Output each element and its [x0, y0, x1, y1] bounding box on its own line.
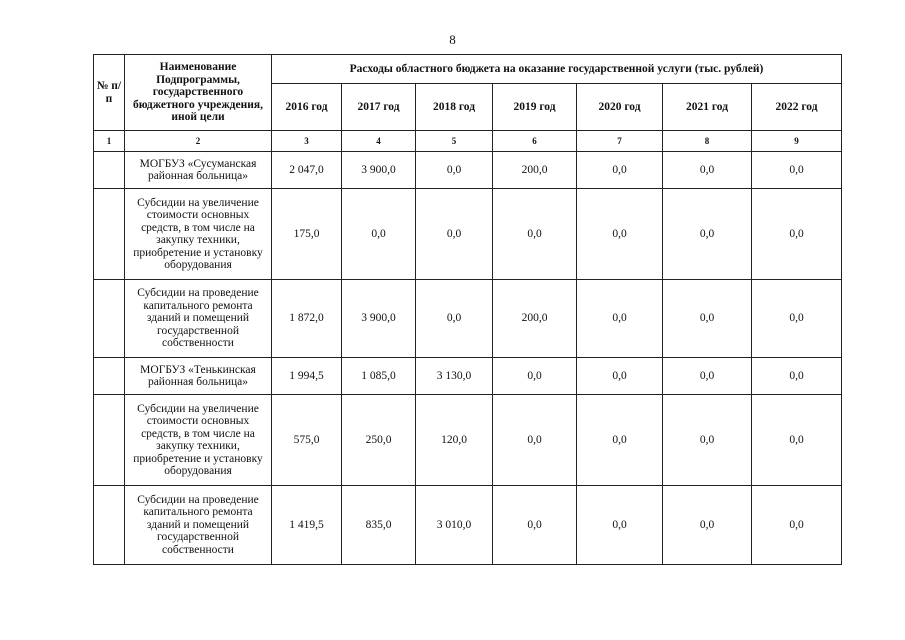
row-name: МОГБУЗ «Сусуманская районная больница»	[125, 152, 272, 189]
header-year-2020: 2020 год	[577, 84, 663, 131]
value-2016: 1 872,0	[272, 280, 342, 358]
table-row	[94, 395, 842, 486]
header-year-2019: 2019 год	[493, 84, 577, 131]
value-2017: 1 085,0	[342, 358, 416, 395]
value-2019: 0,0	[493, 486, 577, 565]
column-number: 2	[125, 131, 272, 152]
header-year-2021: 2021 год	[663, 84, 752, 131]
column-numbers-row	[94, 131, 842, 152]
value-2022: 0,0	[752, 189, 842, 280]
value-2020: 0,0	[577, 189, 663, 280]
row-num	[94, 280, 125, 358]
value-2018: 0,0	[416, 189, 493, 280]
value-2021: 0,0	[663, 358, 752, 395]
header-year-2018: 2018 год	[416, 84, 493, 131]
value-2016: 2 047,0	[272, 152, 342, 189]
value-2016: 1 994,5	[272, 358, 342, 395]
row-num	[94, 152, 125, 189]
table-row	[94, 189, 842, 280]
value-2017: 835,0	[342, 486, 416, 565]
page-number: 8	[449, 32, 456, 47]
row-name: Субсидии на увеличение стоимости основных средств, в том числе на закупку техники, приобретение и установку оборудования	[125, 189, 272, 280]
row-num	[94, 486, 125, 565]
header-expenses-group: Расходы областного бюджета на оказание государственной услуги (тыс. рублей)	[272, 55, 842, 84]
value-2021: 0,0	[663, 280, 752, 358]
value-2021: 0,0	[663, 395, 752, 486]
column-number: 4	[342, 131, 416, 152]
value-2020: 0,0	[577, 395, 663, 486]
table-row	[94, 152, 842, 189]
table-row	[94, 280, 842, 358]
value-2022: 0,0	[752, 395, 842, 486]
column-number: 7	[577, 131, 663, 152]
row-name: Субсидии на проведение капитального ремонта зданий и помещений государственной собственности	[125, 280, 272, 358]
table-row	[94, 486, 842, 565]
column-number: 5	[416, 131, 493, 152]
value-2020: 0,0	[577, 152, 663, 189]
value-2018: 3 130,0	[416, 358, 493, 395]
value-2017: 3 900,0	[342, 152, 416, 189]
value-2019: 200,0	[493, 280, 577, 358]
value-2017: 0,0	[342, 189, 416, 280]
value-2021: 0,0	[663, 486, 752, 565]
value-2022: 0,0	[752, 152, 842, 189]
value-2022: 0,0	[752, 358, 842, 395]
value-2018: 120,0	[416, 395, 493, 486]
value-2017: 250,0	[342, 395, 416, 486]
header-year-2022: 2022 год	[752, 84, 842, 131]
value-2020: 0,0	[577, 486, 663, 565]
value-2022: 0,0	[752, 486, 842, 565]
value-2021: 0,0	[663, 189, 752, 280]
value-2017: 3 900,0	[342, 280, 416, 358]
value-2021: 0,0	[663, 152, 752, 189]
value-2018: 0,0	[416, 152, 493, 189]
row-num	[94, 395, 125, 486]
value-2019: 0,0	[493, 395, 577, 486]
value-2019: 200,0	[493, 152, 577, 189]
budget-table	[93, 54, 842, 565]
row-name: Субсидии на увеличение стоимости основных средств, в том числе на закупку техники, приобретение и установку оборудования	[125, 395, 272, 486]
value-2022: 0,0	[752, 280, 842, 358]
value-2019: 0,0	[493, 189, 577, 280]
value-2018: 3 010,0	[416, 486, 493, 565]
column-number: 9	[752, 131, 842, 152]
value-2020: 0,0	[577, 358, 663, 395]
header-num: № п/п	[94, 55, 125, 131]
value-2019: 0,0	[493, 358, 577, 395]
header-name: Наименование Подпрограммы, государственного бюджетного учреждения, иной цели	[125, 55, 272, 131]
value-2020: 0,0	[577, 280, 663, 358]
column-number: 6	[493, 131, 577, 152]
value-2018: 0,0	[416, 280, 493, 358]
column-number: 1	[94, 131, 125, 152]
value-2016: 575,0	[272, 395, 342, 486]
column-number: 8	[663, 131, 752, 152]
row-name: МОГБУЗ «Тенькинская районная больница»	[125, 358, 272, 395]
row-num	[94, 358, 125, 395]
header-year-2016: 2016 год	[272, 84, 342, 131]
value-2016: 1 419,5	[272, 486, 342, 565]
column-number: 3	[272, 131, 342, 152]
value-2016: 175,0	[272, 189, 342, 280]
row-num	[94, 189, 125, 280]
header-year-2017: 2017 год	[342, 84, 416, 131]
row-name: Субсидии на проведение капитального ремонта зданий и помещений государственной собственности	[125, 486, 272, 565]
table-row	[94, 358, 842, 395]
